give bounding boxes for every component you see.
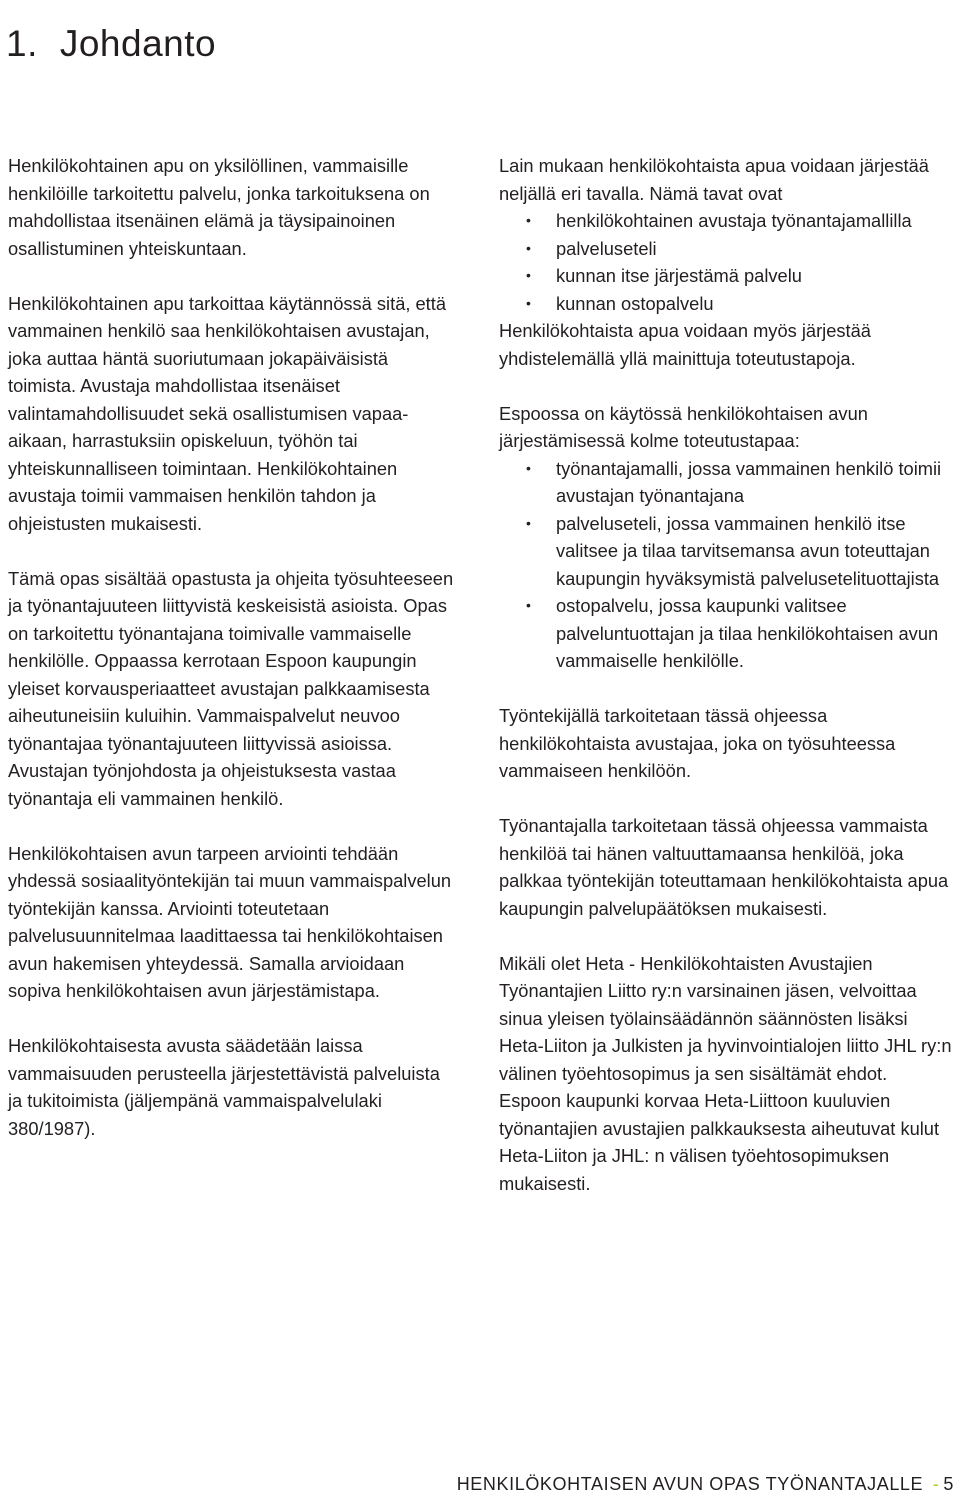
section-title: Johdanto [59, 23, 217, 64]
paragraph: Lain mukaan henkilökohtaista apua voidaan järjestää neljällä eri tavalla. Nämä tavat ovat [499, 155, 929, 204]
paragraph: Henkilökohtainen apu on yksilöllinen, vammaisille henkilöille tarkoitettu palvelu, jonka tarkoituksena on mahdollistaa itsenäinen elämä ja täysipainoinen osallistuminen yhteiskuntaan. [8, 155, 430, 259]
left-column [8, 152, 458, 1142]
bullet-list [499, 207, 954, 317]
paragraph: Henkilökohtaisen avun tarpeen arviointi tehdään yhdessä sosiaalityöntekijän tai muun vammaispalvelun työntekijän kanssa. Arviointi toteutetaan palvelusuunnitelmaa laadittaessa tai henkilökohtaisen avun hakemisen yhteydessä. Samalla arvioidaan sopiva henkilökohtaisen avun järjestämistapa. [8, 842, 452, 1001]
right-column [499, 152, 954, 1197]
list-item: • kunnan itse järjestämä palvelu [499, 262, 954, 290]
list-item: • työnantajamalli, jossa vammainen henkilö toimii avustajan työnantajana [499, 455, 954, 510]
bullet-list [499, 455, 954, 675]
list-item: • kunnan ostopalvelu [499, 290, 954, 318]
page-title [6, 22, 216, 66]
paragraph: Työntekijällä tarkoitetaan tässä ohjeessa henkilökohtaista avustajaa, joka on työsuhteessa vammaiseen henkilöön. [499, 705, 896, 781]
footer-title: HENKILÖKOHTAISEN AVUN OPAS TYÖNANTAJALLE [456, 1474, 924, 1494]
paragraph: Henkilökohtainen apu tarkoittaa käytännössä sitä, että vammainen henkilö saa henkilökohtaisen avustajan, joka auttaa häntä suoriutumaan jokapäiväisistä toimista. Avustaja mahdollistaa itsenäiset valintamahdollisuudet sekä osallistumisen vapaa-aikaan, harrastuksiin opiskeluun, työhön tai yhteiskunnalliseen toimintaan. Henkilökohtainen avustaja toimii vammaisen henkilön tahdon ja ohjeistusten mukaisesti. [8, 292, 447, 534]
footer-separator: - [932, 1474, 940, 1494]
list-item: • palveluseteli, jossa vammainen henkilö itse valitsee ja tilaa tarvitsemansa avun toteuttajan kaupungin hyväksymistä palvelusetelituottajista [499, 510, 954, 593]
section-number: 1. [6, 23, 38, 64]
paragraph: Henkilökohtaista apua voidaan myös järjestää yhdistelemällä yllä mainittuja toteutustapoja. [499, 320, 871, 369]
list-item: • henkilökohtainen avustaja työnantajamallilla [499, 207, 954, 235]
paragraph: Tämä opas sisältää opastusta ja ohjeita työsuhteeseen ja työnantajuuteen liittyvistä keskeisistä asioista. Opas on tarkoitettu työnantajana toimivalle vammaiselle henkilölle. Oppaassa kerrotaan Espoon kaupungin yleiset korvausperiaatteet avustajan palkkaamisesta aiheutuneisiin kuluihin. Vammaispalvelut neuvoo työnantajaa työnantajuuteen liittyvissä asioissa. Avustajan työnjohdosta ja ohjeistuksesta vastaa työnantaja eli vammainen henkilö. [8, 567, 454, 809]
list-item: • ostopalvelu, jossa kaupunki valitsee palveluntuottajan ja tilaa henkilökohtaisen avun vammaiselle henkilölle. [499, 592, 954, 675]
page-footer [457, 1474, 954, 1495]
list-item: • palveluseteli [499, 235, 954, 263]
paragraph: Työnantajalla tarkoitetaan tässä ohjeessa vammaista henkilöä tai hänen valtuuttamaansa henkilöä, joka palkkaa työntekijän toteuttamaan henkilökohtaista apua kaupungin palvelupäätöksen mukaisesti. [499, 815, 949, 919]
paragraph: Mikäli olet Heta - Henkilökohtaisten Avustajien Työnantajien Liitto ry:n varsinainen jäsen, velvoittaa sinua yleisen työlainsäädännön säännösten lisäksi Heta-Liiton ja Julkisten ja hyvinvointialojen liitto JHL ry:n välinen työehtosopimus ja sen sisältämät ehdot. Espoon kaupunki korvaa Heta-Liittoon kuuluvien työnantajien avustajien palkkauksesta aiheutuvat kulut Heta-Liiton ja JHL: n välisen työehtosopimuksen mukaisesti. [499, 952, 952, 1194]
paragraph: Henkilökohtaisesta avusta säädetään laissa vammaisuuden perusteella järjestettävistä palveluista ja tukitoimista (jäljempänä vammaispalvelulaki 380/1987). [8, 1035, 440, 1139]
paragraph: Espoossa on käytössä henkilökohtaisen avun järjestämisessä kolme toteutustapaa: [499, 402, 868, 451]
page-number: 5 [943, 1474, 954, 1494]
